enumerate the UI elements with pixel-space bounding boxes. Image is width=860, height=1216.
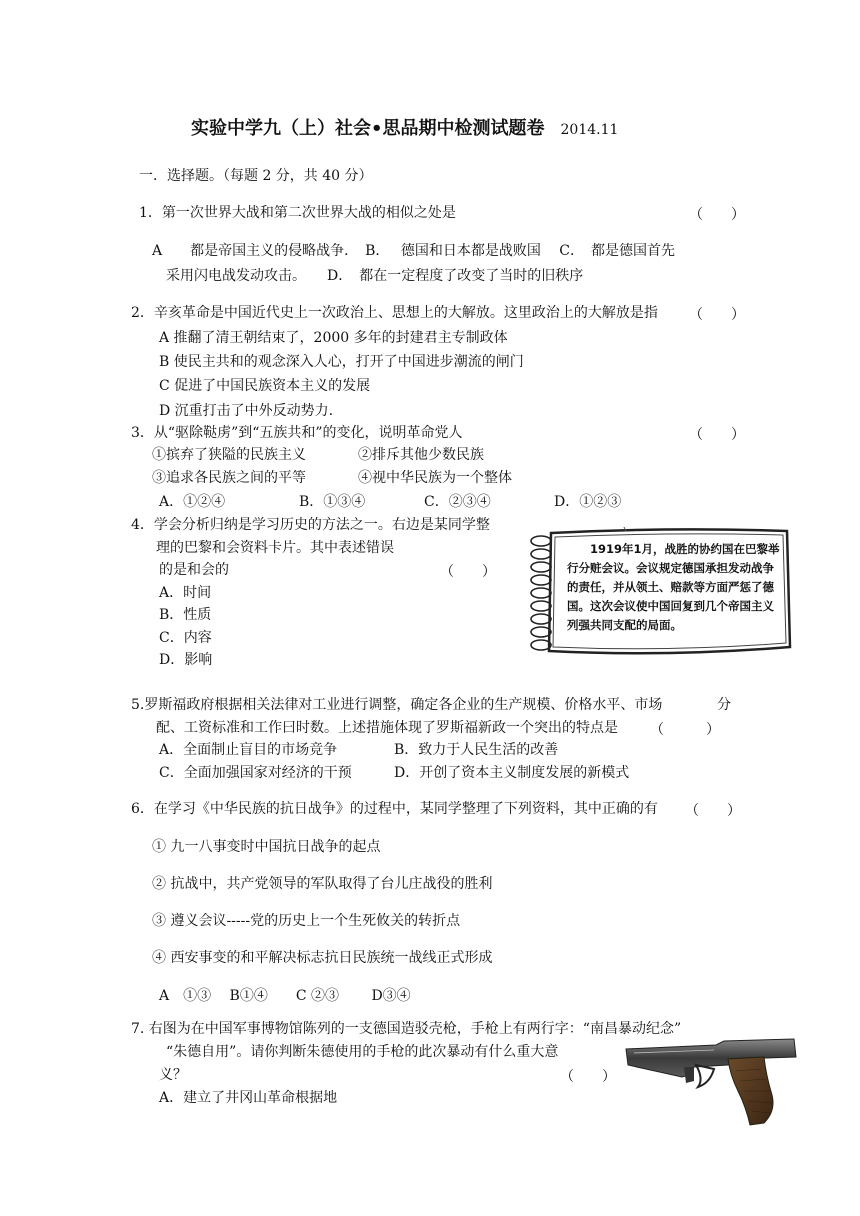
q1-stem: 1．第一次世界大战和第二次世界大战的相似之处是 <box>139 205 456 221</box>
q7-stem-line1: 7. 右图为在中国军事博物馆陈列的一支德国造驳壳枪，手枪上有两行字：“南昌暴动纪念” <box>131 1021 682 1037</box>
q1-options-line1: A 都是帝国主义的侵略战争． B． 德国和日本都是战败国 C． 都是德国首先 <box>152 243 676 259</box>
q6-item-4: ④ 西安事变的和平解决标志抗日民族统一战线正式形成 <box>152 950 493 966</box>
q5-stem-line1: 5.罗斯福政府根据相关法律对工业进行调整，确定各企业的生产规模、价格水平、市场 <box>131 697 663 713</box>
q5-option-d: D．开创了资本主义制度发展的新模式 <box>394 765 630 781</box>
q3-option-d: D．①②③ <box>554 494 622 510</box>
q7-option-a: A．建立了井冈山革命根据地 <box>159 1090 338 1106</box>
q3-stem: 3．从“驱除鞑虏”到“五族共和”的变化，说明革命党人 <box>131 425 463 441</box>
q2-option-b: B 使民主共和的观念深入人心，打开了中国进步潮流的闸门 <box>159 354 524 370</box>
q4-answer-blank: （ ） <box>440 564 496 580</box>
q2-option-c: C 促进了中国民族资本主义的发展 <box>159 378 371 394</box>
q4-option-a: A．时间 <box>159 585 212 601</box>
q6-item-2: ② 抗战中，共产党领导的军队取得了台儿庄战役的胜利 <box>152 876 493 892</box>
q6-options: A ①③ B①④ C ②③ D③④ <box>159 988 411 1004</box>
q5-option-a: A．全面制止盲目的市场竞争 <box>159 742 338 758</box>
q6-item-1: ① 九一八事变时中国抗日战争的起点 <box>152 839 381 855</box>
exam-title: 实验中学九（上）社会•思品期中检测试题卷 <box>191 118 545 139</box>
q1-answer-blank: （ ） <box>689 207 745 223</box>
pistol-icon <box>624 1035 800 1127</box>
exam-date: 2014.11 <box>560 122 619 138</box>
q4-option-b: B．性质 <box>159 607 212 623</box>
q3-item-3: ③追求各民族之间的平等 <box>152 470 306 486</box>
q4-stem-line1: 4．学会分析归纳是学习历史的方法之一。右边是某同学整 <box>131 517 490 533</box>
q3-option-c: C．②③④ <box>424 494 491 510</box>
q3-answer-blank: （ ） <box>689 427 745 443</box>
q2-answer-blank: （ ） <box>689 307 745 323</box>
q3-item-2: ②排斥其他少数民族 <box>358 447 484 463</box>
q4-stem-line2: 理的巴黎和会资料卡片。其中表述错误 <box>156 540 394 556</box>
q3-item-4: ④视中华民族为一个整体 <box>358 470 512 486</box>
q4-option-c: C．内容 <box>159 630 212 646</box>
q5-option-b: B．致力于人民生活的改善 <box>394 742 559 758</box>
section-heading: 一．选择题。（每题 2 分，共 40 分） <box>139 168 373 184</box>
q2-stem: 2．辛亥革命是中国近代史上一次政治上、思想上的大解放。这里政治上的大解放是指 <box>131 305 658 321</box>
q5-option-c: C．全面加强国家对经济的干预 <box>159 765 352 781</box>
q4-option-d: D．影响 <box>159 652 213 668</box>
q4-stem-line3: 的是和会的 <box>159 562 229 578</box>
card-text: 1919年1月，战胜的协约国在巴黎举行分赃会议。会议规定德国承担发动战争的责任，并从领土、赔款等方面严惩了德国。这次会议使中国回复到几个帝国主义列强共同支配的局面。 <box>567 542 780 632</box>
q3-item-1: ①摈弃了狭隘的民族主义 <box>152 447 306 463</box>
q7-stem-line2: “朱德自用”。请你判断朱德使用的手枪的此次暴动有什么重大意 <box>166 1044 559 1060</box>
page-title <box>191 118 618 141</box>
q7-answer-blank: （ ） <box>560 1069 616 1085</box>
q5-stem-line2: 配、工资标准和工作曰时数。上述措施体现了罗斯福新政一个突出的特点是 <box>156 720 618 736</box>
q2-option-d: D 沉重打击了中外反动势力. <box>159 403 334 419</box>
q7-stem-line3: 义？ <box>159 1067 187 1083</box>
q6-stem: 6．在学习《中华民族的抗日战争》的过程中，某同学整理了下列资料，其中正确的有 <box>131 801 658 817</box>
q3-option-b: B．①③④ <box>299 494 366 510</box>
q3-option-a: A．①②④ <box>159 494 226 510</box>
q5-answer-blank: （ ） <box>650 722 720 738</box>
q5-stem-line1-end: 分 <box>717 697 731 713</box>
q6-answer-blank: （ ） <box>685 803 741 819</box>
q1-options-line2: 采用闪电战发动攻击。 D． 都在一定程度了改变了当时的旧秩序 <box>166 268 584 284</box>
q6-item-3: ③ 遵义会议-----党的历史上一个生死攸关的转折点 <box>152 913 461 929</box>
q2-option-a: A 推翻了清王朝结束了，2000 多年的封建君主专制政体 <box>159 330 508 346</box>
